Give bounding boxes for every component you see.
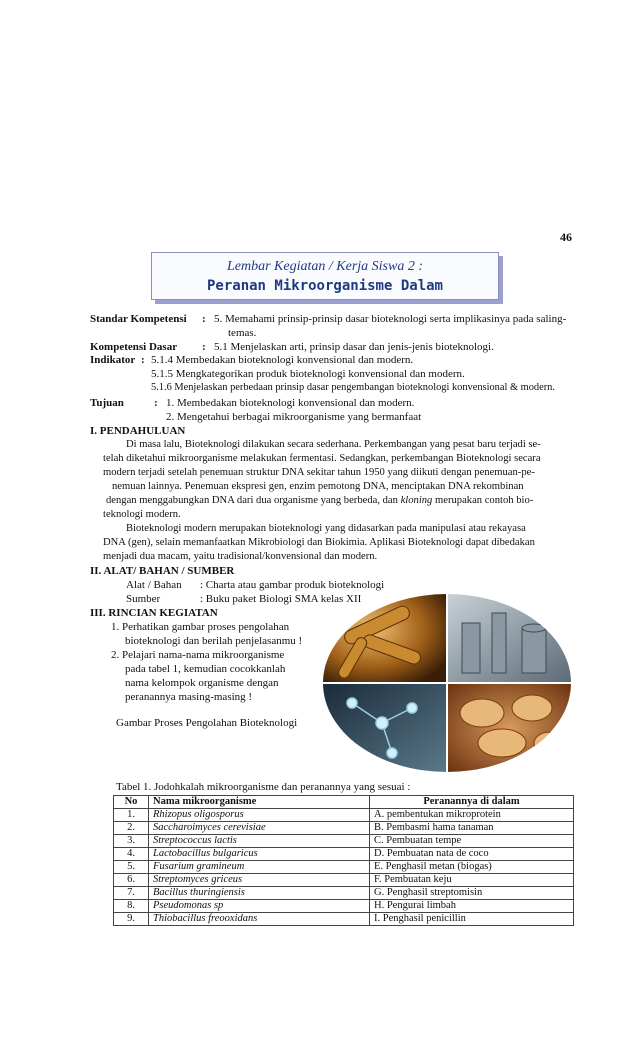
cell-peranan: G. Penghasil streptomisin <box>370 887 574 900</box>
cell-no: 8. <box>114 900 149 913</box>
table-row <box>114 809 574 822</box>
standar-sep: : <box>202 313 206 325</box>
table-caption: Tabel 1. Jodohkalah mikroorganisme dan peranannya yang sesuai : <box>116 781 411 793</box>
page-number: 46 <box>560 230 572 244</box>
paragraph-line: Bioteknologi modern merupakan bioteknologi yang didasarkan pada manipulasi atau rekayasa <box>126 523 526 534</box>
paragraph-line: telah diketahui mikroorganisme melakukan fermentasi. Sedangkan, perkembangan Bioteknologi secara <box>103 453 541 464</box>
cell-mikroorganisme: Rhizopus oligosporus <box>149 809 370 822</box>
indikator-sep: : <box>141 354 145 366</box>
kompetensi-text: 5.1 Menjelaskan arti, prinsip dasar dan jenis-jenis bioteknologi. <box>214 341 494 353</box>
table-row <box>114 848 574 861</box>
paragraph-line: teknologi modern. <box>103 509 181 520</box>
table-row <box>114 822 574 835</box>
tujuan-sep: : <box>154 397 158 409</box>
cell-mikroorganisme: Lactobacillus bulgaricus <box>149 848 370 861</box>
biotechnology-process-image <box>322 593 572 773</box>
cell-no: 4. <box>114 848 149 861</box>
section-alat-heading: II. ALAT/ BAHAN / SUMBER <box>90 565 235 577</box>
col-header-peranan: Peranannya di dalam <box>370 796 574 809</box>
cell-mikroorganisme: Fusarium gramineum <box>149 861 370 874</box>
cell-peranan: I. Penghasil penicillin <box>370 913 574 926</box>
activity-title-line1: Lembar Kegiatan / Kerja Siswa 2 : <box>226 259 423 274</box>
tujuan-label: Tujuan <box>90 397 124 409</box>
cell-no: 3. <box>114 835 149 848</box>
rincian-item: 1. Perhatikan gambar proses pengolahan <box>111 621 290 633</box>
activity-title-box <box>151 252 499 300</box>
sumber-label: Sumber <box>126 593 161 605</box>
standar-text-cont: temas. <box>228 327 257 339</box>
cell-peranan: A. pembentukan mikroprotein <box>370 809 574 822</box>
tujuan-item: 1. Membedakan bioteknologi konvensional dan modern. <box>166 397 415 409</box>
kompetensi-sep: : <box>202 341 206 353</box>
paragraph-line: Di masa lalu, Bioteknologi dilakukan secara sederhana. Perkembangan yang pesat baru terjadi se- <box>126 439 541 450</box>
table-row <box>114 887 574 900</box>
standar-label: Standar Kompetensi <box>90 313 187 325</box>
paragraph-text: dengan menggabungkan DNA dari dua organisme yang berbeda, dan <box>106 495 401 506</box>
rincian-item-cont: nama kelompok organisme dengan <box>125 677 279 689</box>
paragraph-line <box>106 494 533 508</box>
table-header-row <box>114 796 574 809</box>
cell-no: 7. <box>114 887 149 900</box>
tujuan-item: 2. Mengetahui berbagai mikroorganisme yang bermanfaat <box>166 411 422 423</box>
activity-title-line2: Peranan Mikroorganisme Dalam <box>206 278 443 294</box>
image-caption: Gambar Proses Pengolahan Bioteknologi <box>116 717 298 729</box>
col-header-no: No <box>114 796 149 809</box>
rincian-item: 2. Pelajari nama-nama mikroorganisme <box>111 649 285 661</box>
cell-no: 1. <box>114 809 149 822</box>
table-row <box>114 861 574 874</box>
table-row <box>114 900 574 913</box>
indikator-item: 5.1.5 Mengkategorikan produk bioteknologi konvensional dan modern. <box>151 368 465 380</box>
cell-peranan: H. Pengurai limbah <box>370 900 574 913</box>
cell-mikroorganisme: Streptococcus lactis <box>149 835 370 848</box>
table-row <box>114 913 574 926</box>
section-pendahuluan-heading: I. PENDAHULUAN <box>90 425 186 437</box>
cell-mikroorganisme: Pseudomonas sp <box>149 900 370 913</box>
cell-peranan: B. Pembasmi hama tanaman <box>370 822 574 835</box>
alat-value: : Charta atau gambar produk bioteknologi <box>200 579 385 591</box>
rincian-item-cont: bioteknologi dan berilah penjelasanmu ! <box>125 635 303 647</box>
sumber-value: : Buku paket Biologi SMA kelas XII <box>200 593 362 605</box>
table-row <box>114 835 574 848</box>
indikator-item: 5.1.4 Membedakan bioteknologi konvensional dan modern. <box>151 354 414 366</box>
paragraph-line: nemuan lainnya. Penemuan ekspresi gen, enzim pemotong DNA, menciptakan DNA rekombinan <box>112 481 524 492</box>
cell-no: 5. <box>114 861 149 874</box>
alat-label: Alat / Bahan <box>126 579 182 591</box>
cell-no: 9. <box>114 913 149 926</box>
paragraph-line: menjadi dua macam, yaitu tradisional/konvensional dan modern. <box>103 551 378 562</box>
table-row <box>114 874 574 887</box>
rincian-item-cont: pada tabel 1, kemudian cocokkanlah <box>125 663 286 675</box>
paragraph-line: DNA (gen), selain memanfaatkan Mikrobiologi dan Biokimia. Aplikasi Bioteknologi dapat dibedakan <box>103 537 535 548</box>
cell-mikroorganisme: Thiobacillus freooxidans <box>149 913 370 926</box>
cell-peranan: E. Penghasil metan (biogas) <box>370 861 574 874</box>
paragraph-line: modern terjadi setelah penemuan struktur DNA sekitar tahun 1950 yang diikuti dengan penemuan-pe- <box>103 467 535 478</box>
paragraph-text: merupakan contoh bio- <box>432 495 534 506</box>
indikator-item: 5.1.6 Menjelaskan perbedaan prinsip dasar pengembangan bioteknologi konvensional & modern. <box>151 382 555 393</box>
cell-peranan: C. Pembuatan tempe <box>370 835 574 848</box>
matching-table <box>113 795 574 926</box>
cell-no: 6. <box>114 874 149 887</box>
cell-no: 2. <box>114 822 149 835</box>
rincian-item-cont: peranannya masing-masing ! <box>125 691 253 703</box>
cell-mikroorganisme: Streptomyces griceus <box>149 874 370 887</box>
cell-mikroorganisme: Saccharoimyces cerevisiae <box>149 822 370 835</box>
standar-text: 5. Memahami prinsip-prinsip dasar bioteknologi serta implikasinya pada saling- <box>214 313 567 325</box>
cell-peranan: F. Pembuatan keju <box>370 874 574 887</box>
kompetensi-label: Kompetensi Dasar <box>90 341 178 353</box>
cell-peranan: D. Pembuatan nata de coco <box>370 848 574 861</box>
section-rincian-heading: III. RINCIAN KEGIATAN <box>90 607 218 619</box>
cell-mikroorganisme: Bacillus thuringiensis <box>149 887 370 900</box>
kloning-term: kloning <box>400 495 433 506</box>
indikator-label: Indikator <box>90 354 136 366</box>
col-header-mikroorganisme: Nama mikroorganisme <box>149 796 370 809</box>
